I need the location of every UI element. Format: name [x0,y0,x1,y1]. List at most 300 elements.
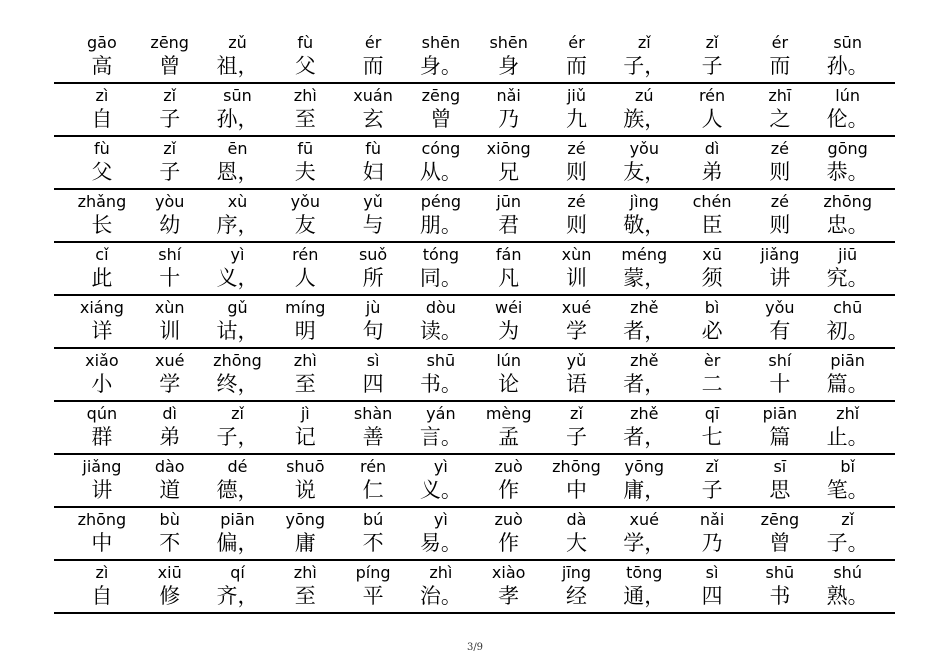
hanzi-character: 群 [91,425,113,449]
hanzi-character: 篇。 [826,372,869,396]
char-cell [136,561,204,610]
text-sheet [54,31,895,614]
pinyin-label: ér [364,33,382,52]
char-cell [814,561,882,610]
hanzi-character: 者， [623,372,666,396]
hanzi-character: 作 [498,478,520,502]
hanzi-character: 弟 [159,425,181,449]
hanzi-character: 须 [701,266,723,290]
pinyin-label: yì [230,245,245,264]
char-cell [271,190,339,239]
pinyin-label: zhì [293,563,317,582]
pinyin-label: dì [162,404,177,423]
hanzi-character: 学 [565,319,587,343]
pinyin-label: zé [770,139,789,158]
char-cell [136,455,204,504]
pinyin-label: yǔ [566,351,587,370]
char-cell [814,402,882,451]
hanzi-character: 中 [91,531,113,555]
hanzi-character: 子 [159,107,181,131]
char-cell [610,402,678,451]
char-cell [475,349,543,398]
char-cell [678,402,746,451]
hanzi-character: 学 [159,372,181,396]
hanzi-character: 祖， [216,54,259,78]
pinyin-label: shū [426,351,456,370]
char-cell [68,243,136,292]
hanzi-character: 曾 [430,107,452,131]
hanzi-character: 言。 [419,425,462,449]
pinyin-label: chū [833,298,863,317]
pinyin-label: shēn [421,33,461,52]
hanzi-character: 易。 [419,531,462,555]
char-cell [407,561,475,610]
char-cell [475,296,543,345]
pinyin-label: zhì [429,563,453,582]
char-cell [610,349,678,398]
pinyin-label: ēn [227,139,248,158]
hanzi-character: 曾 [769,531,791,555]
hanzi-character: 玄 [362,107,384,131]
pinyin-label: yán [426,404,456,423]
hanzi-character: 人 [294,266,316,290]
pinyin-label: yǒu [629,139,659,158]
char-cell [746,84,814,133]
pinyin-label: jiǎng [760,245,800,264]
pinyin-label: méng [621,245,668,264]
char-cell [204,349,272,398]
char-cell [271,349,339,398]
hanzi-character: 训 [565,266,587,290]
hanzi-character: 句 [362,319,384,343]
char-cell [407,190,475,239]
char-cell [271,296,339,345]
char-cell [543,137,611,186]
hanzi-character: 朋。 [419,213,462,237]
hanzi-character: 乃 [701,531,723,555]
pinyin-label: shí [768,351,792,370]
page-number: 3/9 [466,642,484,653]
hanzi-character: 平 [362,584,384,608]
hanzi-character: 者， [623,319,666,343]
text-row [54,188,895,241]
hanzi-character: 幼 [159,213,181,237]
pinyin-label: xué [629,510,659,529]
pinyin-label: zǐ [231,404,244,423]
pinyin-label: dà [566,510,587,529]
char-cell [814,349,882,398]
row-cells [68,31,882,80]
hanzi-character: 偏， [216,531,259,555]
pinyin-label: zēng [150,33,189,52]
pinyin-label: zhì [293,351,317,370]
hanzi-character: 七 [701,425,723,449]
char-cell [271,84,339,133]
char-cell [339,31,407,80]
char-cell [610,190,678,239]
char-cell [475,190,543,239]
hanzi-character: 讲 [91,478,113,502]
char-cell [814,137,882,186]
pinyin-label: xiū [157,563,182,582]
char-cell [543,349,611,398]
pinyin-label: ér [568,33,585,52]
hanzi-character: 书 [769,584,791,608]
pinyin-label: sūn [223,86,252,105]
pinyin-label: dì [704,139,720,158]
pinyin-label: jiǔ [566,86,586,105]
pinyin-label: jiū [838,245,858,264]
pinyin-label: suǒ [358,245,388,264]
pinyin-label: piān [762,404,798,423]
char-cell [271,137,339,186]
char-cell [204,402,272,451]
hanzi-character: 至 [294,372,316,396]
hanzi-character: 明 [294,319,316,343]
pinyin-label: shū [765,563,795,582]
char-cell [746,296,814,345]
row-cells [68,137,882,186]
text-row [54,241,895,294]
pinyin-label: zhě [630,351,659,370]
row-cells [68,84,882,133]
char-cell [271,31,339,80]
hanzi-character: 则 [565,213,587,237]
char-cell [407,137,475,186]
pinyin-label: qí [230,563,245,582]
pinyin-label: ér [771,33,789,52]
pinyin-label: fán [495,245,522,264]
char-cell [339,243,407,292]
hanzi-character: 人 [701,107,723,131]
hanzi-character: 至 [294,107,316,131]
char-cell [204,561,272,610]
pinyin-label: fù [94,139,110,158]
pinyin-label: rén [292,245,319,264]
hanzi-character: 十 [159,266,181,290]
pinyin-label: fū [297,139,314,158]
char-cell [407,243,475,292]
pinyin-label: xué [154,351,185,370]
char-cell [814,84,882,133]
hanzi-character: 君 [498,213,520,237]
row-cells [68,190,882,239]
hanzi-character: 同。 [419,266,462,290]
hanzi-character: 说 [294,478,316,502]
char-cell [543,190,611,239]
hanzi-character: 不 [159,531,181,555]
pinyin-label: xùn [154,298,185,317]
char-cell [678,349,746,398]
pinyin-label: zì [95,86,109,105]
pinyin-label: xuán [353,86,393,105]
pinyin-label: lún [835,86,861,105]
pinyin-label: piān [830,351,865,370]
pinyin-label: zǐ [637,33,651,52]
pinyin-label: zǐ [570,404,583,423]
hanzi-character: 身。 [419,54,462,78]
char-cell [68,455,136,504]
pinyin-label: zhǐ [836,404,860,423]
hanzi-character: 四 [362,372,384,396]
row-cells [68,561,882,610]
text-row [54,31,895,82]
char-cell [814,243,882,292]
char-cell [475,31,543,80]
char-cell [746,455,814,504]
hanzi-character: 二 [701,372,723,396]
pinyin-label: tóng [422,245,460,264]
text-row [54,347,895,400]
hanzi-character: 夫 [294,160,316,184]
char-cell [407,31,475,80]
pinyin-label: jì [300,404,310,423]
pinyin-label: yōng [285,510,326,529]
pinyin-label: sī [773,457,787,476]
char-cell [271,243,339,292]
hanzi-character: 者， [623,425,666,449]
hanzi-character: 乃 [498,107,520,131]
hanzi-character: 子 [701,54,723,78]
hanzi-character: 伦。 [826,107,869,131]
char-cell [407,508,475,557]
hanzi-character: 小 [91,372,113,396]
pinyin-label: bì [704,298,720,317]
hanzi-character: 则 [769,160,791,184]
hanzi-character: 此 [91,266,113,290]
pinyin-label: xùn [561,245,592,264]
char-cell [746,190,814,239]
hanzi-character: 中 [565,478,587,502]
char-cell [678,137,746,186]
hanzi-character: 子 [565,425,587,449]
pinyin-label: xù [227,192,248,211]
text-row [54,453,895,506]
row-cells [68,455,882,504]
pinyin-label: dé [227,457,248,476]
pinyin-label: zhōng [823,192,872,211]
char-cell [746,508,814,557]
pinyin-label: sì [366,351,380,370]
pinyin-label: nǎi [699,510,725,529]
pinyin-label: shú [833,563,862,582]
hanzi-character: 庸， [623,478,666,502]
char-cell [678,561,746,610]
pinyin-label: xué [561,298,592,317]
text-row [54,559,895,614]
hanzi-character: 通， [623,584,666,608]
char-cell [339,561,407,610]
char-cell [475,137,543,186]
pinyin-label: yōng [624,457,665,476]
char-cell [339,402,407,451]
pinyin-label: zǔ [228,33,247,52]
hanzi-character: 四 [701,584,723,608]
hanzi-character: 从。 [419,160,462,184]
hanzi-character: 与 [362,213,384,237]
char-cell [68,561,136,610]
hanzi-character: 大 [565,531,587,555]
text-row [54,400,895,453]
pinyin-label: piān [220,510,255,529]
row-cells [68,296,882,345]
pinyin-label: xiào [491,563,526,582]
char-cell [543,296,611,345]
hanzi-character: 为 [498,319,520,343]
pinyin-label: zhī [768,86,792,105]
char-cell [136,190,204,239]
char-cell [475,455,543,504]
char-cell [136,349,204,398]
pinyin-label: mèng [485,404,532,423]
hanzi-character: 读。 [419,319,462,343]
pinyin-label: zhì [293,86,317,105]
pinyin-label: zǐ [705,33,719,52]
pinyin-label: jìng [629,192,659,211]
hanzi-character: 高 [91,54,113,78]
char-cell [678,455,746,504]
hanzi-character: 齐， [216,584,259,608]
char-cell [271,402,339,451]
hanzi-character: 十 [769,372,791,396]
pinyin-label: gǔ [227,298,248,317]
pinyin-label: nǎi [496,86,521,105]
hanzi-character: 德， [216,478,259,502]
hanzi-character: 蒙， [623,266,666,290]
hanzi-character: 九 [565,107,587,131]
pinyin-label: bù [159,510,180,529]
char-cell [678,31,746,80]
hanzi-character: 子 [701,478,723,502]
pinyin-label: zé [567,192,586,211]
pinyin-label: yì [433,457,448,476]
char-cell [610,508,678,557]
pinyin-label: cǐ [95,245,109,264]
hanzi-character: 敬， [623,213,666,237]
char-cell [271,455,339,504]
char-cell [204,84,272,133]
hanzi-character: 孟 [498,425,520,449]
hanzi-character: 语 [565,372,587,396]
pinyin-label: shēn [489,33,528,52]
hanzi-character: 而 [362,54,384,78]
char-cell [610,84,678,133]
pinyin-label: zǐ [163,86,177,105]
char-cell [746,31,814,80]
hanzi-character: 凡 [498,266,520,290]
pinyin-label: zuò [494,510,523,529]
char-cell [543,31,611,80]
char-cell [204,508,272,557]
hanzi-character: 孝 [498,584,520,608]
char-cell [68,349,136,398]
char-cell [678,508,746,557]
hanzi-character: 记 [294,425,316,449]
hanzi-character: 孙。 [826,54,869,78]
hanzi-character: 长 [91,213,113,237]
hanzi-character: 作 [498,531,520,555]
pinyin-label: sì [705,563,719,582]
char-cell [204,31,272,80]
char-cell [407,402,475,451]
char-cell [68,190,136,239]
pinyin-label: shí [158,245,182,264]
char-cell [610,243,678,292]
pinyin-label: lún [496,351,522,370]
pinyin-label: jūn [496,192,522,211]
hanzi-character: 臣 [701,213,723,237]
row-cells [68,349,882,398]
pinyin-label: gāo [87,33,117,52]
hanzi-character: 篇 [769,425,791,449]
hanzi-character: 庸 [294,531,316,555]
char-cell [339,455,407,504]
hanzi-character: 至 [294,584,316,608]
hanzi-character: 恭。 [826,160,869,184]
pinyin-label: zhōng [213,351,262,370]
hanzi-character: 而 [769,54,791,78]
hanzi-character: 熟。 [826,584,869,608]
char-cell [543,243,611,292]
hanzi-character: 详 [91,319,113,343]
hanzi-character: 义， [216,266,259,290]
pinyin-label: wéi [494,298,523,317]
pinyin-label: gōng [827,139,868,158]
pinyin-label: zì [95,563,109,582]
pinyin-label: sūn [833,33,862,52]
pinyin-label: rén [359,457,387,476]
hanzi-character: 子， [216,425,259,449]
char-cell [204,243,272,292]
pinyin-label: zé [770,192,789,211]
char-cell [136,31,204,80]
pinyin-label: dòu [425,298,456,317]
text-row [54,82,895,135]
hanzi-character: 所 [362,266,384,290]
char-cell [339,508,407,557]
pinyin-label: chén [692,192,732,211]
hanzi-character: 而 [565,54,587,78]
pinyin-label: bú [362,510,384,529]
char-cell [814,190,882,239]
char-cell [204,190,272,239]
char-cell [610,561,678,610]
char-cell [271,561,339,610]
pinyin-label: yì [433,510,448,529]
pinyin-label: èr [703,351,721,370]
char-cell [407,455,475,504]
hanzi-character: 学， [623,531,666,555]
pinyin-label: fù [365,139,381,158]
hanzi-character: 身 [498,54,520,78]
char-cell [475,243,543,292]
hanzi-character: 自 [91,584,113,608]
char-cell [339,296,407,345]
char-cell [204,137,272,186]
hanzi-character: 善 [362,425,384,449]
hanzi-character: 不 [362,531,384,555]
char-cell [271,508,339,557]
pinyin-label: cóng [421,139,461,158]
hanzi-character: 止。 [826,425,869,449]
hanzi-character: 讲 [769,266,791,290]
pinyin-label: qún [86,404,118,423]
pinyin-label: rén [698,86,726,105]
char-cell [204,296,272,345]
hanzi-character: 妇 [362,160,384,184]
char-cell [610,137,678,186]
char-cell [136,508,204,557]
